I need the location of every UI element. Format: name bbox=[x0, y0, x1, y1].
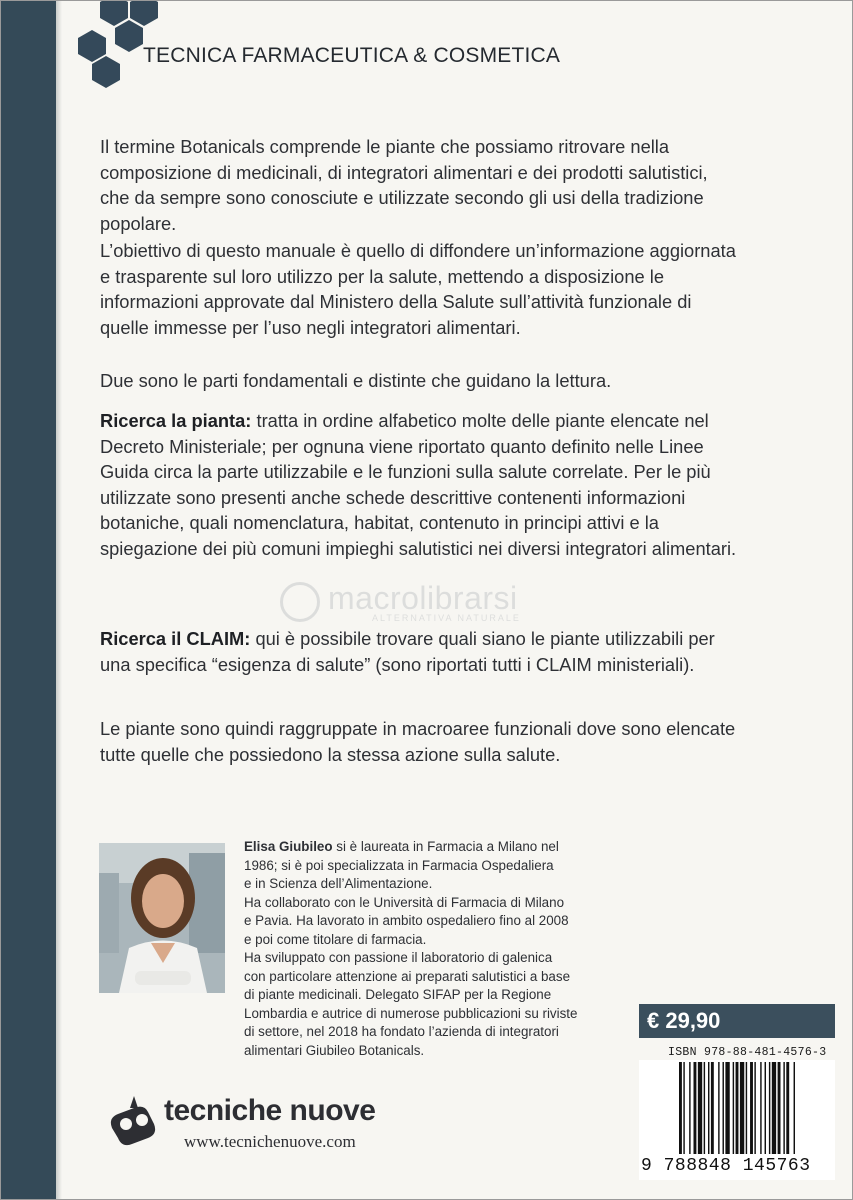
section-text: qui è possibile trovare quali siano le piante utilizzabili per una specifica “esigenza di salute” (sono riportati tutti i CLAIM ministeriali). bbox=[100, 628, 715, 675]
barcode-bar bbox=[750, 1062, 753, 1154]
barcode-bar bbox=[708, 1062, 709, 1154]
publisher-name: tecniche nuove bbox=[164, 1094, 376, 1127]
book-spine-strip bbox=[0, 0, 56, 1200]
bio-line: Ha sviluppato con passione il laboratorio di galenica bbox=[244, 950, 553, 965]
bio-line: di settore, nel 2018 ha fondato l’azienda di integratori bbox=[244, 1024, 559, 1039]
barcode-bar bbox=[794, 1062, 795, 1154]
bio-line: 1986; si è poi specializzata in Farmacia Ospedaliera bbox=[244, 857, 554, 873]
watermark-tagline: ALTERNATIVA NATURALE bbox=[372, 613, 521, 623]
bio-line: alimentari Giubileo Botanicals. bbox=[244, 1042, 425, 1058]
barcode-bars bbox=[679, 1062, 829, 1158]
barcode-bar bbox=[725, 1062, 729, 1154]
barcode-bar bbox=[718, 1062, 719, 1154]
barcode-bar bbox=[778, 1062, 781, 1154]
intro-paragraph-1: Il termine Botanicals comprende le piante che possiamo ritrovare nella composizione di medicinali, di integratori alimentari e dei prodotti salutistici, che da sempre sono conosciute e utilizzate secondo gli usi della tradizione popolare. bbox=[100, 136, 708, 234]
publisher-url[interactable]: www.tecnichenuove.com bbox=[184, 1132, 356, 1151]
bio-line: con particolare attenzione ai preparati salutistici a base bbox=[244, 968, 571, 984]
bio-line: Lombardia e autrice di numerose pubblicazioni su riviste bbox=[244, 1005, 578, 1021]
watermark-name: macrolibrarsi bbox=[328, 580, 518, 616]
barcode-bar bbox=[772, 1062, 776, 1154]
barcode-bar bbox=[786, 1062, 789, 1154]
barcode-bar bbox=[683, 1062, 684, 1154]
section-ricerca-pianta bbox=[100, 408, 740, 562]
intro-paragraph-3: Due sono le parti fondamentali e distinte che guidano la lettura. bbox=[100, 370, 612, 391]
section-text: tratta in ordine alfabetico molte delle piante elencate nel Decreto Ministeriale; per ognuna viene riportato quanto definito nelle Linee Guida circa la parte utilizzabile e le funzioni sulla salute correlate. Per le più utilizzate sono presenti anche schede descrittive contenenti informazioni botaniche, quali nomenclatura, habitat, contenuto in principi attivi e la spiegazione dei più comuni impieghi salutistici nei diversi integratori alimentari. bbox=[100, 410, 737, 559]
isbn-label: ISBN 978-88-481-4576-3 bbox=[668, 1046, 827, 1059]
barcode bbox=[639, 1060, 835, 1180]
price-tag: € 29,90 bbox=[639, 1004, 835, 1038]
barcode-bar bbox=[760, 1062, 761, 1154]
bio-line: e poi come titolare di farmacia. bbox=[244, 931, 427, 947]
barcode-bar bbox=[746, 1062, 747, 1154]
barcode-bar bbox=[754, 1062, 755, 1154]
bio-line: Ha collaborato con le Università di Farmacia di Milano bbox=[244, 894, 565, 910]
barcode-bar bbox=[740, 1062, 744, 1154]
barcode-bar bbox=[689, 1062, 690, 1154]
publisher-logo-icon bbox=[104, 1090, 164, 1150]
barcode-bar bbox=[698, 1062, 702, 1154]
barcode-bar bbox=[694, 1062, 697, 1154]
series-title: TECNICA FARMACEUTICA & COSMETICA bbox=[143, 44, 561, 67]
barcode-bar bbox=[711, 1062, 714, 1154]
bio-line: e Pavia. Ha lavorato in ambito ospedaliero fino al 2008 bbox=[244, 913, 569, 928]
barcode-bar bbox=[704, 1062, 705, 1154]
barcode-bar bbox=[733, 1062, 734, 1154]
watermark bbox=[280, 580, 580, 626]
bio-line: si è laureata in Farmacia a Milano nel bbox=[332, 839, 559, 854]
intro-paragraph-2: L’obiettivo di questo manuale è quello di diffondere un’informazione aggiornata e trasparente sul loro utilizzo per la salute, mettendo a disposizione le informazioni approvate dal Ministero della Salute sull’attività funzionale di quelle immesse per l’uso negli integratori alimentari. bbox=[100, 240, 736, 338]
barcode-digits: 9 788848 145763 bbox=[641, 1156, 811, 1176]
section-label: Ricerca la pianta: bbox=[100, 410, 252, 431]
section-label: Ricerca il CLAIM: bbox=[100, 628, 251, 649]
section-ricerca-claim bbox=[100, 626, 740, 677]
barcode-bar bbox=[765, 1062, 766, 1154]
watermark-logo-icon bbox=[280, 582, 320, 622]
barcode-bar bbox=[769, 1062, 770, 1154]
barcode-bar bbox=[736, 1062, 739, 1154]
bio-line: e in Scienza dell’Alimentazione. bbox=[244, 876, 433, 891]
barcode-bar bbox=[723, 1062, 724, 1154]
bio-line: di piante medicinali. Delegato SIFAP per la Regione bbox=[244, 987, 552, 1002]
spine-shadow bbox=[56, 0, 62, 1200]
closing-paragraph: Le piante sono quindi raggruppate in macroaree funzionali dove sono elencate tutte quelle che possiedono la stessa azione sulla salute. bbox=[100, 718, 736, 765]
barcode-bar bbox=[679, 1062, 682, 1154]
author-name: Elisa Giubileo bbox=[244, 839, 333, 854]
barcode-bar bbox=[783, 1062, 784, 1154]
author-photo bbox=[99, 843, 225, 993]
